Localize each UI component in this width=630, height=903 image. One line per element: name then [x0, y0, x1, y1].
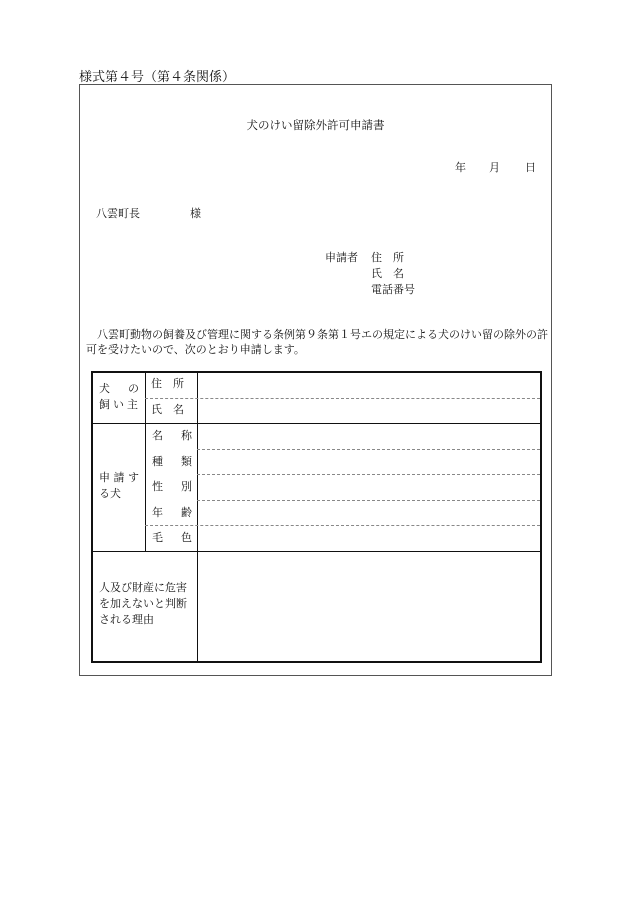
owner-label-char-2: の — [128, 382, 139, 395]
dog-field-sex — [152, 480, 192, 494]
application-form — [79, 84, 552, 676]
dog-field-name-char-1: 名 — [152, 429, 163, 442]
owner-label-line1 — [99, 382, 139, 396]
reason-label-line1: 人及び財産に危害 — [99, 581, 187, 594]
divider-dog-reason — [93, 551, 540, 552]
date-year: 年 — [455, 161, 466, 174]
reason-label-line3: される理由 — [99, 613, 154, 626]
dog-field-sex-char-2: 別 — [181, 480, 192, 493]
owner-address-label: 住 所 — [151, 377, 184, 390]
form-number: 様式第４号（第４条関係） — [79, 70, 236, 85]
owner-address-value[interactable] — [293, 373, 540, 397]
dog-label-line1: 申 請 す — [99, 471, 139, 484]
dog-field-sex-char-1: 性 — [152, 480, 163, 493]
divider-owner-dog — [93, 423, 540, 424]
date-month: 月 — [489, 161, 500, 174]
dog-field-age-char-2: 齢 — [181, 506, 192, 519]
owner-name-value[interactable] — [293, 399, 540, 423]
dog-field-age-char-1: 年 — [152, 506, 163, 519]
dog-field-name-char-2: 称 — [181, 429, 192, 442]
dog-field-coat-color-char-2: 色 — [181, 531, 192, 544]
dash-dog-3 — [197, 500, 540, 501]
application-table — [91, 371, 542, 663]
dash-dog-4 — [145, 525, 540, 526]
form-title: 犬のけい留除外許可申請書 — [246, 118, 385, 132]
dog-field-breed-char-1: 種 — [152, 455, 163, 468]
dog-field-coat-color — [152, 531, 192, 545]
addressee-name: 八雲町長 — [96, 207, 140, 220]
date-day: 日 — [525, 161, 536, 174]
applicant-address-label: 住 所 — [371, 251, 404, 264]
dog-field-name — [152, 429, 192, 443]
dash-dog-1 — [197, 449, 540, 450]
reason-label-line2: を加えないと判断 — [99, 597, 187, 610]
owner-name-label: 氏 名 — [151, 403, 184, 416]
addressee-honorific: 様 — [190, 207, 201, 220]
applicant-name-label: 氏 名 — [371, 267, 404, 280]
applicant-phone-label: 電話番号 — [371, 283, 415, 296]
dog-field-coat-color-char-1: 毛 — [152, 531, 163, 544]
dog-field-breed-char-2: 類 — [181, 455, 192, 468]
application-statement: 八雲町動物の飼養及び管理に関する条例第９条第１号エの規定による犬のけい留の除外の許可を受けたいので、次のとおり申請します。 — [86, 328, 548, 356]
applicant-label: 申請者 — [325, 251, 358, 264]
divider-col2 — [197, 373, 198, 661]
dog-field-age — [152, 506, 192, 520]
dog-label-line2: る犬 — [99, 487, 121, 500]
reason-value[interactable] — [199, 553, 540, 661]
owner-label-line2: 飼い主 — [99, 398, 141, 411]
dash-dog-2 — [197, 474, 540, 475]
owner-label-char-1: 犬 — [99, 382, 110, 395]
dog-field-breed — [152, 455, 192, 469]
